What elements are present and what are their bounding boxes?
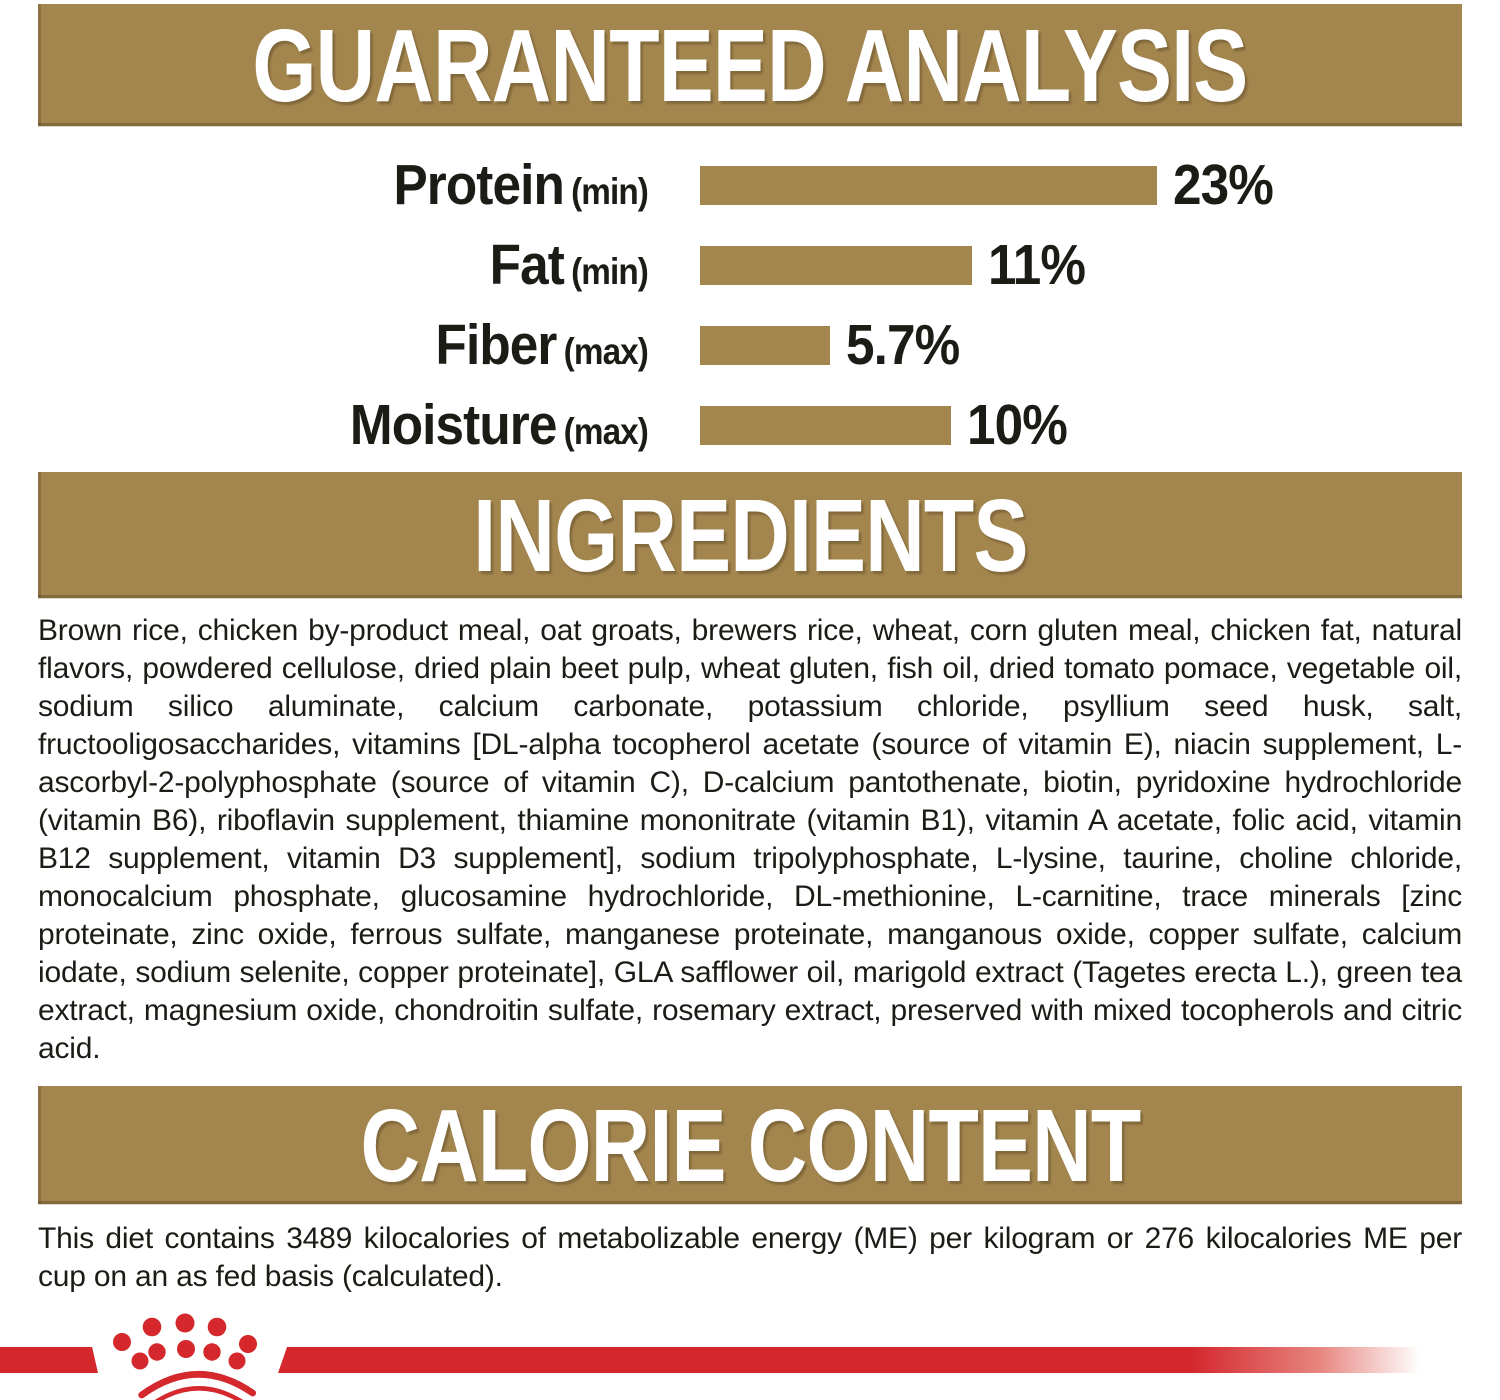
nutrient-value: 11%	[988, 233, 1086, 297]
red-stripe-left	[0, 1347, 98, 1373]
nutrient-qualifier: (min)	[571, 251, 648, 292]
chart-row-protein	[38, 153, 1462, 217]
chart-row-fat	[38, 233, 1462, 297]
guaranteed-analysis-title: GUARANTEED ANALYSIS	[252, 7, 1248, 123]
royal-canin-crown-logo	[110, 1309, 270, 1400]
nutrient-bar	[700, 326, 830, 365]
ingredients-title: INGREDIENTS	[472, 477, 1028, 593]
nutrient-name: Fat	[489, 233, 564, 297]
nutrient-value: 5.7%	[846, 313, 960, 377]
guaranteed-analysis-chart	[38, 153, 1462, 483]
chart-row-moisture	[38, 393, 1462, 457]
nutrient-qualifier: (min)	[571, 171, 648, 212]
nutrient-label	[99, 232, 648, 298]
nutrient-name: Moisture	[349, 393, 557, 457]
nutrient-label	[99, 392, 648, 458]
calorie-content-banner	[38, 1086, 1462, 1204]
nutrient-bar	[700, 406, 951, 445]
calorie-content-title: CALORIE CONTENT	[360, 1087, 1140, 1203]
calorie-content-text: This diet contains 3489 kilocalories of metabolizable energy (ME) per kilogram or 276 kilocalories ME per cup on an as fed basis (calculated).	[38, 1222, 1462, 1293]
nutrient-label	[99, 152, 648, 218]
nutrient-label	[99, 312, 648, 378]
nutrient-qualifier: (max)	[563, 411, 648, 452]
nutrient-value: 23%	[1173, 153, 1273, 217]
ingredients-banner	[38, 472, 1462, 598]
nutrient-name: Fiber	[435, 313, 557, 377]
guaranteed-analysis-banner	[38, 4, 1462, 126]
nutrient-bar	[700, 246, 972, 285]
ingredients-text: Brown rice, chicken by-product meal, oat groats, brewers rice, wheat, corn gluten meal, chicken fat, natural flavors, powdered cellulose, dried plain beet pulp, wheat gluten, fish oil, dried tomato pomace, vegetable oil, sodium silico aluminate, calcium carbonate, potassium chloride, psyllium seed husk, salt, fructooligosaccharides, vitamins [DL-alpha tocopherol acetate (source of vitamin E), niacin supplement, L-ascorbyl-2-polyphosphate (source of vitamin C), D-calcium pantothenate, biotin, pyridoxine hydrochloride (vitamin B6), riboflavin supplement, thiamine mononitrate (vitamin B1), vitamin A acetate, folic acid, vitamin B12 supplement, vitamin D3 supplement], sodium tripolyphosphate, L-lysine, taurine, choline chloride, monocalcium phosphate, glucosamine hydrochloride, DL-methionine, L-carnitine, trace minerals [zinc proteinate, zinc oxide, ferrous sulfate, manganese proteinate, manganous oxide, copper sulfate, calcium iodate, sodium selenite, copper proteinate], GLA safflower oil, marigold extract (Tagetes erecta L.), green tea extract, magnesium oxide, chondroitin sulfate, rosemary extract, preserved with mixed tocopherols and citric acid.	[38, 614, 1462, 1065]
chart-row-fiber	[38, 313, 1462, 377]
red-stripe-right	[278, 1347, 1420, 1373]
nutrient-qualifier: (max)	[563, 331, 648, 372]
nutrient-value: 10%	[967, 393, 1067, 457]
nutrient-name: Protein	[393, 153, 564, 217]
nutrient-bar	[700, 166, 1157, 205]
